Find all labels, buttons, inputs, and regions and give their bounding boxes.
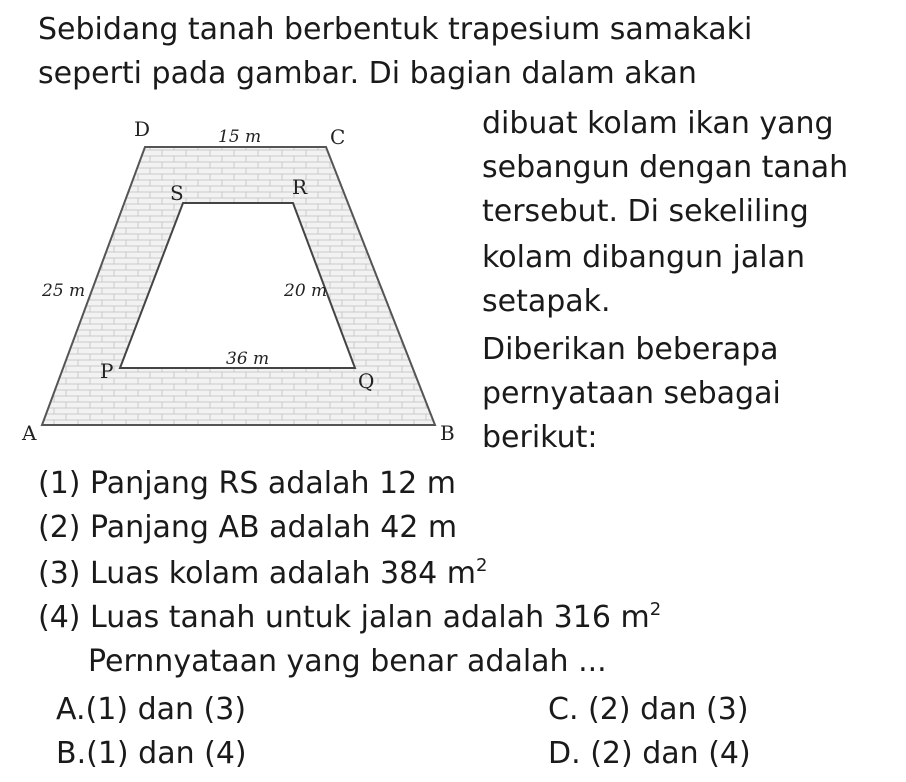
option-c-letter: C. xyxy=(548,692,579,727)
statement-1-text: Panjang RS adalah 12 m xyxy=(90,466,456,501)
option-b-letter: B. xyxy=(56,736,87,771)
statement-4-text: Luas tanah untuk jalan adalah 316 m xyxy=(90,600,650,635)
option-a-letter: A. xyxy=(56,692,86,727)
intro-line-1: Sebidang tanah berbentuk trapesium samakaki xyxy=(38,12,753,47)
option-a-text: (1) dan (3) xyxy=(85,692,247,727)
vertex-label-r: R xyxy=(292,175,308,199)
statement-4-label: (4) xyxy=(38,600,81,635)
statement-3-exponent: 2 xyxy=(476,555,488,576)
dimension-label-pq: 36 m xyxy=(226,349,270,369)
side-line-4: kolam dibangun jalan xyxy=(482,240,806,275)
statement-3-label: (3) xyxy=(38,556,81,591)
option-c[interactable] xyxy=(548,692,749,728)
vertex-label-q: Q xyxy=(358,369,375,393)
option-a[interactable] xyxy=(56,692,246,728)
statement-4 xyxy=(38,600,661,636)
statement-3 xyxy=(38,556,488,592)
side-line-3: tersebut. Di sekeliling xyxy=(482,194,809,229)
side-line-8: berikut: xyxy=(482,420,598,455)
side-line-7: pernyataan sebagai xyxy=(482,376,781,411)
vertex-label-d: D xyxy=(134,117,151,141)
vertex-label-s: S xyxy=(170,181,184,205)
side-line-5: setapak. xyxy=(482,284,611,319)
statement-2-label: (2) xyxy=(38,510,81,545)
option-d-letter: D. xyxy=(548,736,581,771)
option-b[interactable] xyxy=(56,736,247,772)
vertex-label-b: B xyxy=(440,421,455,445)
side-line-6: Diberikan beberapa xyxy=(482,332,779,367)
option-d[interactable] xyxy=(548,736,751,772)
option-d-text: (2) dan (4) xyxy=(590,736,751,771)
vertex-label-c: C xyxy=(330,125,346,149)
option-c-text: (2) dan (3) xyxy=(588,692,749,727)
option-b-text: (1) dan (4) xyxy=(86,736,247,771)
dimension-label-ad: 25 m xyxy=(42,281,86,301)
statement-1-label: (1) xyxy=(38,466,81,501)
statement-1 xyxy=(38,466,456,502)
dimension-label-dc: 15 m xyxy=(218,127,262,147)
statement-3-text: Luas kolam adalah 384 m xyxy=(90,556,477,591)
question-text: Pernnyataan yang benar adalah ... xyxy=(88,644,607,679)
statement-2-text: Panjang AB adalah 42 m xyxy=(90,510,458,545)
side-line-1: dibuat kolam ikan yang xyxy=(482,106,834,141)
statement-2 xyxy=(38,510,457,546)
dimension-label-qr: 20 m xyxy=(284,281,328,301)
intro-line-2: seperti pada gambar. Di bagian dalam akan xyxy=(38,56,697,91)
vertex-label-a: A xyxy=(22,421,37,445)
vertex-label-p: P xyxy=(100,359,114,383)
trapezoid-figure xyxy=(0,105,480,465)
statement-4-exponent: 2 xyxy=(649,599,662,620)
side-line-2: sebangun dengan tanah xyxy=(482,150,849,185)
